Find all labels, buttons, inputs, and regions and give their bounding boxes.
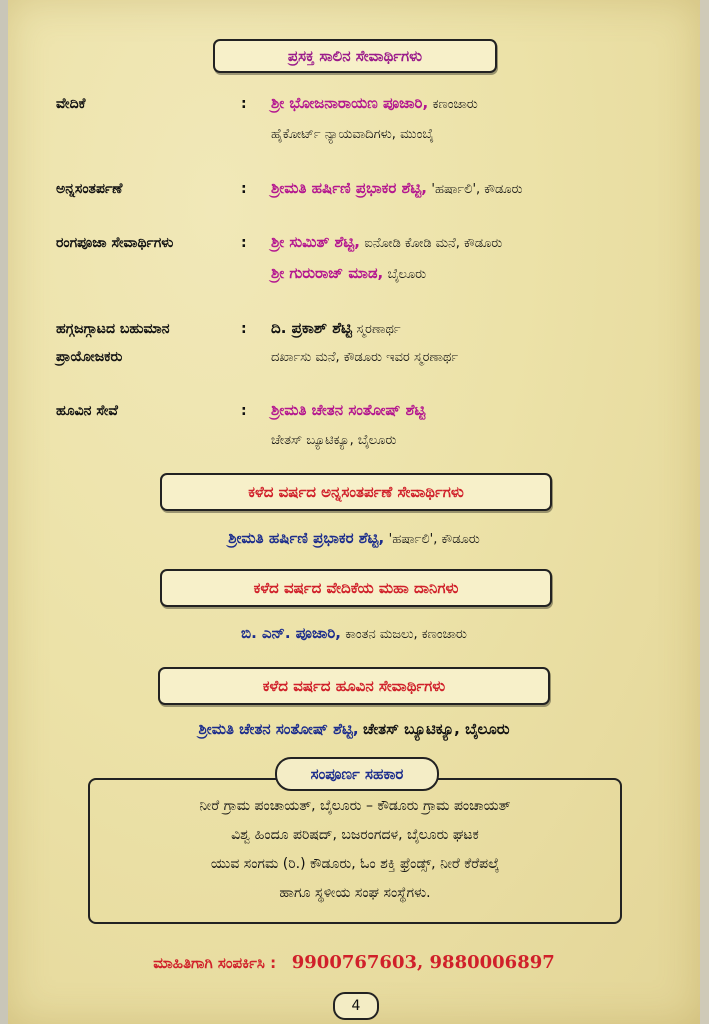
sponsor-name: ಶ್ರೀ ಗುರುರಾಜ್ ಮಾಡ, xyxy=(271,264,384,282)
seva-sponsor xyxy=(271,179,523,197)
colon: : xyxy=(241,403,247,419)
sponsor-name: ಶ್ರೀಮತಿ ಹರ್ಷಿಣಿ ಪ್ರಭಾಕರ ಶೆಟ್ಟಿ, xyxy=(228,529,385,547)
colon: : xyxy=(241,321,247,337)
section-title-past-annasantarpane: ಕಳೆದ ವರ್ಷದ ಅನ್ನಸಂತರ್ಪಣೆ ಸೇವಾರ್ಥಿಗಳು xyxy=(160,473,552,511)
past-sponsor-annasantarpane xyxy=(8,529,700,547)
support-title: ಸಂಪೂರ್ಣ ಸಹಕಾರ xyxy=(275,757,439,791)
sponsor-name: ಶ್ರೀಮತಿ ಚೇತನ ಸಂತೋಷ್ ಶೆಟ್ಟಿ xyxy=(271,401,426,419)
seva-label: ಅನ್ನಸಂತರ್ಪಣೆ xyxy=(56,181,123,197)
seva-row-hoovina-seve xyxy=(56,403,118,419)
sponsor-place: ಚೇತಸ್ ಬ್ಯೂಟಿಕ್ಯೂ, ಬೈಲೂರು xyxy=(363,720,510,738)
past-donor-vedike xyxy=(8,624,700,642)
page-number: 4 xyxy=(333,992,379,1020)
seva-label-2 xyxy=(56,349,122,365)
seva-sponsor xyxy=(271,233,502,251)
seva-sponsor xyxy=(271,94,478,112)
support-line: ವಿಶ್ವ ಹಿಂದೂ ಪರಿಷದ್, ಬಜರಂಗದಳ, ಬೈಲೂರು ಘಟಕ xyxy=(231,827,479,843)
sponsor-place: 'ಹರ್ಷಾಲಿ', ಕೌಡೂರು xyxy=(388,532,480,547)
support-line: ನೀರೆ ಗ್ರಾಮ ಪಂಚಾಯತ್, ಬೈಲೂರು – ಕೌಡೂರು ಗ್ರಾಮ ಪಂಚಾಯತ್ xyxy=(199,798,511,814)
sponsor-place: ಸ್ಮರಣಾರ್ಥ xyxy=(356,322,401,337)
contact-label: ಮಾಹಿತಿಗಾಗಿ ಸಂಪರ್ಕಿಸಿ : xyxy=(153,954,277,972)
sponsor-place: ಐನೋಡಿ ಕೋಡಿ ಮನೆ, ಕೌಡೂರು xyxy=(364,236,503,251)
sponsor-place: ಕಾಂತನ ಮಜಲು, ಕಣಂಜಾರು xyxy=(345,627,467,642)
contact-numbers: 9900767603, 9880006897 xyxy=(291,952,555,973)
seva-label: ಪ್ರಾಯೋಜಕರು xyxy=(56,349,123,365)
sponsor-name: ಶ್ರೀ ಸುಮಿತ್ ಶೆಟ್ಟಿ, xyxy=(271,233,360,251)
sponsor-name: ಶ್ರೀಮತಿ ಚೇತನ ಸಂತೋಷ್ ಶೆಟ್ಟಿ, xyxy=(198,720,359,738)
colon: : xyxy=(241,96,247,112)
sponsor-name: ಶ್ರೀ ಭೋಜನಾರಾಯಣ ಪೂಜಾರಿ, xyxy=(271,94,429,112)
section-title-current-sevas: ಪ್ರಸಕ್ತ ಸಾಲಿನ ಸೇವಾರ್ಥಿಗಳು xyxy=(213,39,497,73)
seva-row-haggajaggata xyxy=(56,321,170,337)
left-page-edge xyxy=(0,0,8,1024)
sponsor-name: ಶ್ರೀಮತಿ ಹರ್ಷಿಣಿ ಪ್ರಭಾಕರ ಶೆಟ್ಟಿ, xyxy=(271,179,427,197)
sponsor-place: ಕಣಂಜಾರು xyxy=(432,97,478,112)
sponsor-detail: ದರ್ಖಾಸು ಮನೆ, ಕೌಡೂರು ಇವರ ಸ್ಮರಣಾರ್ಥ xyxy=(271,350,459,365)
seva-row-annasantarpane xyxy=(56,181,122,197)
sponsor-detail: ಹೈಕೋರ್ಟ್ ನ್ಯಾಯವಾದಿಗಳು, ಮುಂಬೈ xyxy=(271,127,434,142)
sponsor-detail: ಚೇತಸ್ ಬ್ಯೂಟಿಕ್ಯೂ, ಬೈಲೂರು xyxy=(271,433,397,448)
sponsor-place: 'ಹರ್ಷಾಲಿ', ಕೌಡೂರು xyxy=(431,182,523,197)
sponsor-place: ಬೈಲೂರು xyxy=(387,267,427,282)
seva-label: ಹಗ್ಗಜಗ್ಗಾಟದ ಬಹುಮಾನ xyxy=(56,321,170,337)
contact-line xyxy=(8,952,700,973)
seva-sponsor-2 xyxy=(271,264,426,282)
sponsor-name: ದಿ. ಪ್ರಕಾಶ್ ಶೆಟ್ಟಿ xyxy=(271,319,352,337)
seva-row-rangapooja xyxy=(56,235,173,251)
sponsor-name: ಬಿ. ಎನ್. ಪೂಜಾರಿ, xyxy=(241,624,341,642)
colon: : xyxy=(241,235,247,251)
past-sponsor-flower-seva xyxy=(8,720,700,738)
page xyxy=(8,0,700,1024)
right-page-edge xyxy=(700,0,709,1024)
support-line: ಯುವ ಸಂಗಮ (ರಿ.) ಕೌಡೂರು, ಓಂ ಶಕ್ತಿ ಫ್ರೆಂಡ್ಸ್, ನೀರೆ ಕೆರೆಪಲ್ಕೆ xyxy=(210,856,500,872)
seva-label: ರಂಗಪೂಜಾ ಸೇವಾರ್ಥಿಗಳು xyxy=(56,235,174,251)
colon: : xyxy=(241,181,247,197)
seva-label: ಹೂವಿನ ಸೇವೆ xyxy=(56,403,118,419)
seva-row-vedike xyxy=(56,96,85,112)
seva-sponsor xyxy=(271,319,401,337)
seva-label: ವೇದಿಕೆ xyxy=(56,96,86,112)
section-title-past-vedike-donors: ಕಳೆದ ವರ್ಷದ ವೇದಿಕೆಯ ಮಹಾ ದಾನಿಗಳು xyxy=(160,569,552,607)
support-line: ಹಾಗೂ ಸ್ಥಳೀಯ ಸಂಘ ಸಂಸ್ಥೆಗಳು. xyxy=(279,885,431,901)
seva-sponsor xyxy=(271,401,425,419)
section-title-past-flower-seva: ಕಳೆದ ವರ್ಷದ ಹೂವಿನ ಸೇವಾರ್ಥಿಗಳು xyxy=(158,667,550,705)
